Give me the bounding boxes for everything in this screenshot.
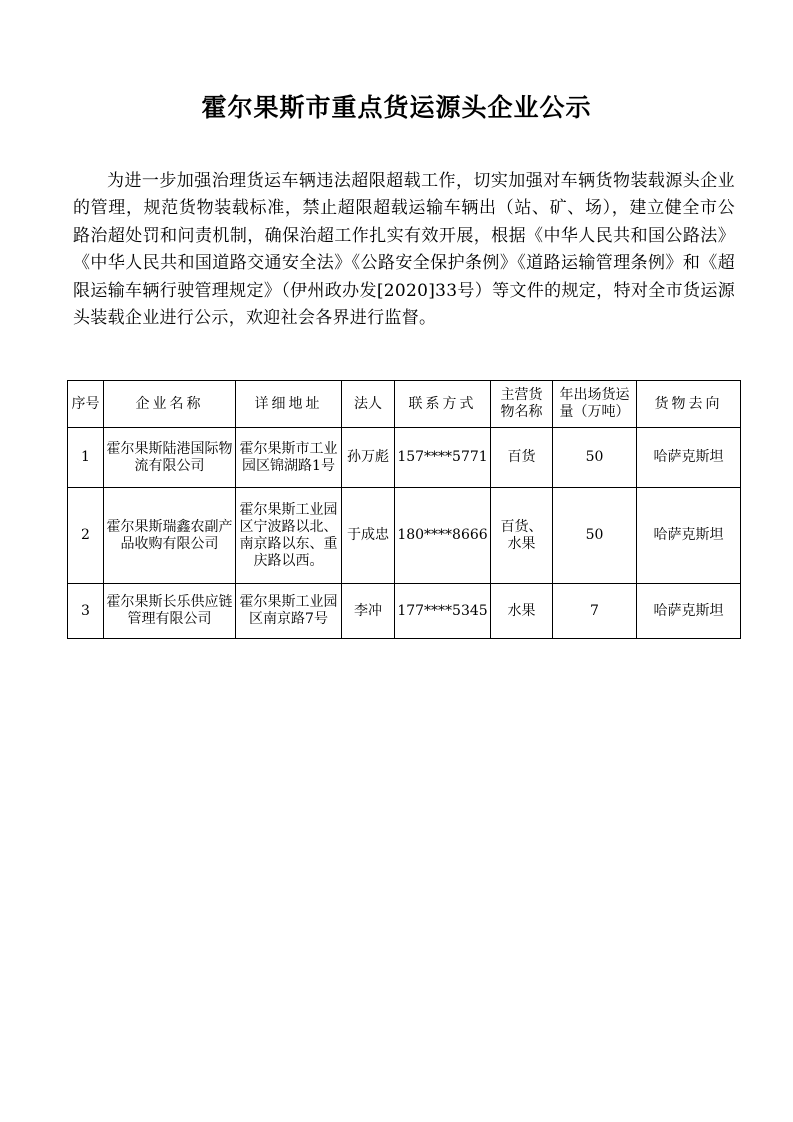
cell-destination: 哈萨克斯坦 [637,584,741,639]
header-destination: 货物去向 [637,381,741,428]
cell-goods: 百货 [491,428,553,488]
table-header-row [68,381,741,428]
cell-legal: 李冲 [342,584,395,639]
cell-goods: 水果 [491,584,553,639]
cell-seq: 1 [68,428,104,488]
cell-legal: 于成忠 [342,488,395,584]
cell-volume: 50 [553,428,637,488]
header-goods: 主营货物名称 [491,381,553,428]
cell-company: 霍尔果斯瑞鑫农副产品收购有限公司 [104,488,236,584]
page-title: 霍尔果斯市重点货运源头企业公示 [201,93,592,122]
header-seq: 序号 [68,381,104,428]
cell-volume: 7 [553,584,637,639]
header-volume: 年出场货运量（万吨） [553,381,637,428]
cell-address: 霍尔果斯工业园区宁波路以北、南京路以东、重庆路以西。 [236,488,342,584]
enterprise-table [67,380,741,639]
table-row [68,428,741,488]
cell-goods: 百货、水果 [491,488,553,584]
cell-destination: 哈萨克斯坦 [637,428,741,488]
cell-contact: 157****5771 [395,428,491,488]
cell-volume: 50 [553,488,637,584]
cell-destination: 哈萨克斯坦 [637,488,741,584]
table-row [68,584,741,639]
intro-paragraph: 为进一步加强治理货运车辆违法超限超载工作，切实加强对车辆货物装载源头企业的管理，规范货物装载标准，禁止超限超载运输车辆出（站、矿、场），建立健全市公路治超处罚和问责机制，确保治超工作扎实有效开展，根据《中华人民共和国公路法》《中华人民共和国道路交通安全法》《公路安全保护条例》《道路运输管理条例》和《超限运输车辆行驶管理规定》（伊州政办发[2020]33号）等文件的规定，特对全市货运源头装载企业进行公示，欢迎社会各界进行监督。 [73,171,735,329]
cell-contact: 177****5345 [395,584,491,639]
header-address: 详细地址 [236,381,342,428]
cell-company: 霍尔果斯陆港国际物流有限公司 [104,428,236,488]
table-row [68,488,741,584]
cell-contact: 180****8666 [395,488,491,584]
cell-address: 霍尔果斯工业园区南京路7号 [236,584,342,639]
cell-address: 霍尔果斯市工业园区锦湖路1号 [236,428,342,488]
cell-company: 霍尔果斯长乐供应链管理有限公司 [104,584,236,639]
header-company: 企业名称 [104,381,236,428]
header-contact: 联系方式 [395,381,491,428]
cell-seq: 3 [68,584,104,639]
header-legal: 法人 [342,381,395,428]
cell-seq: 2 [68,488,104,584]
cell-legal: 孙万彪 [342,428,395,488]
